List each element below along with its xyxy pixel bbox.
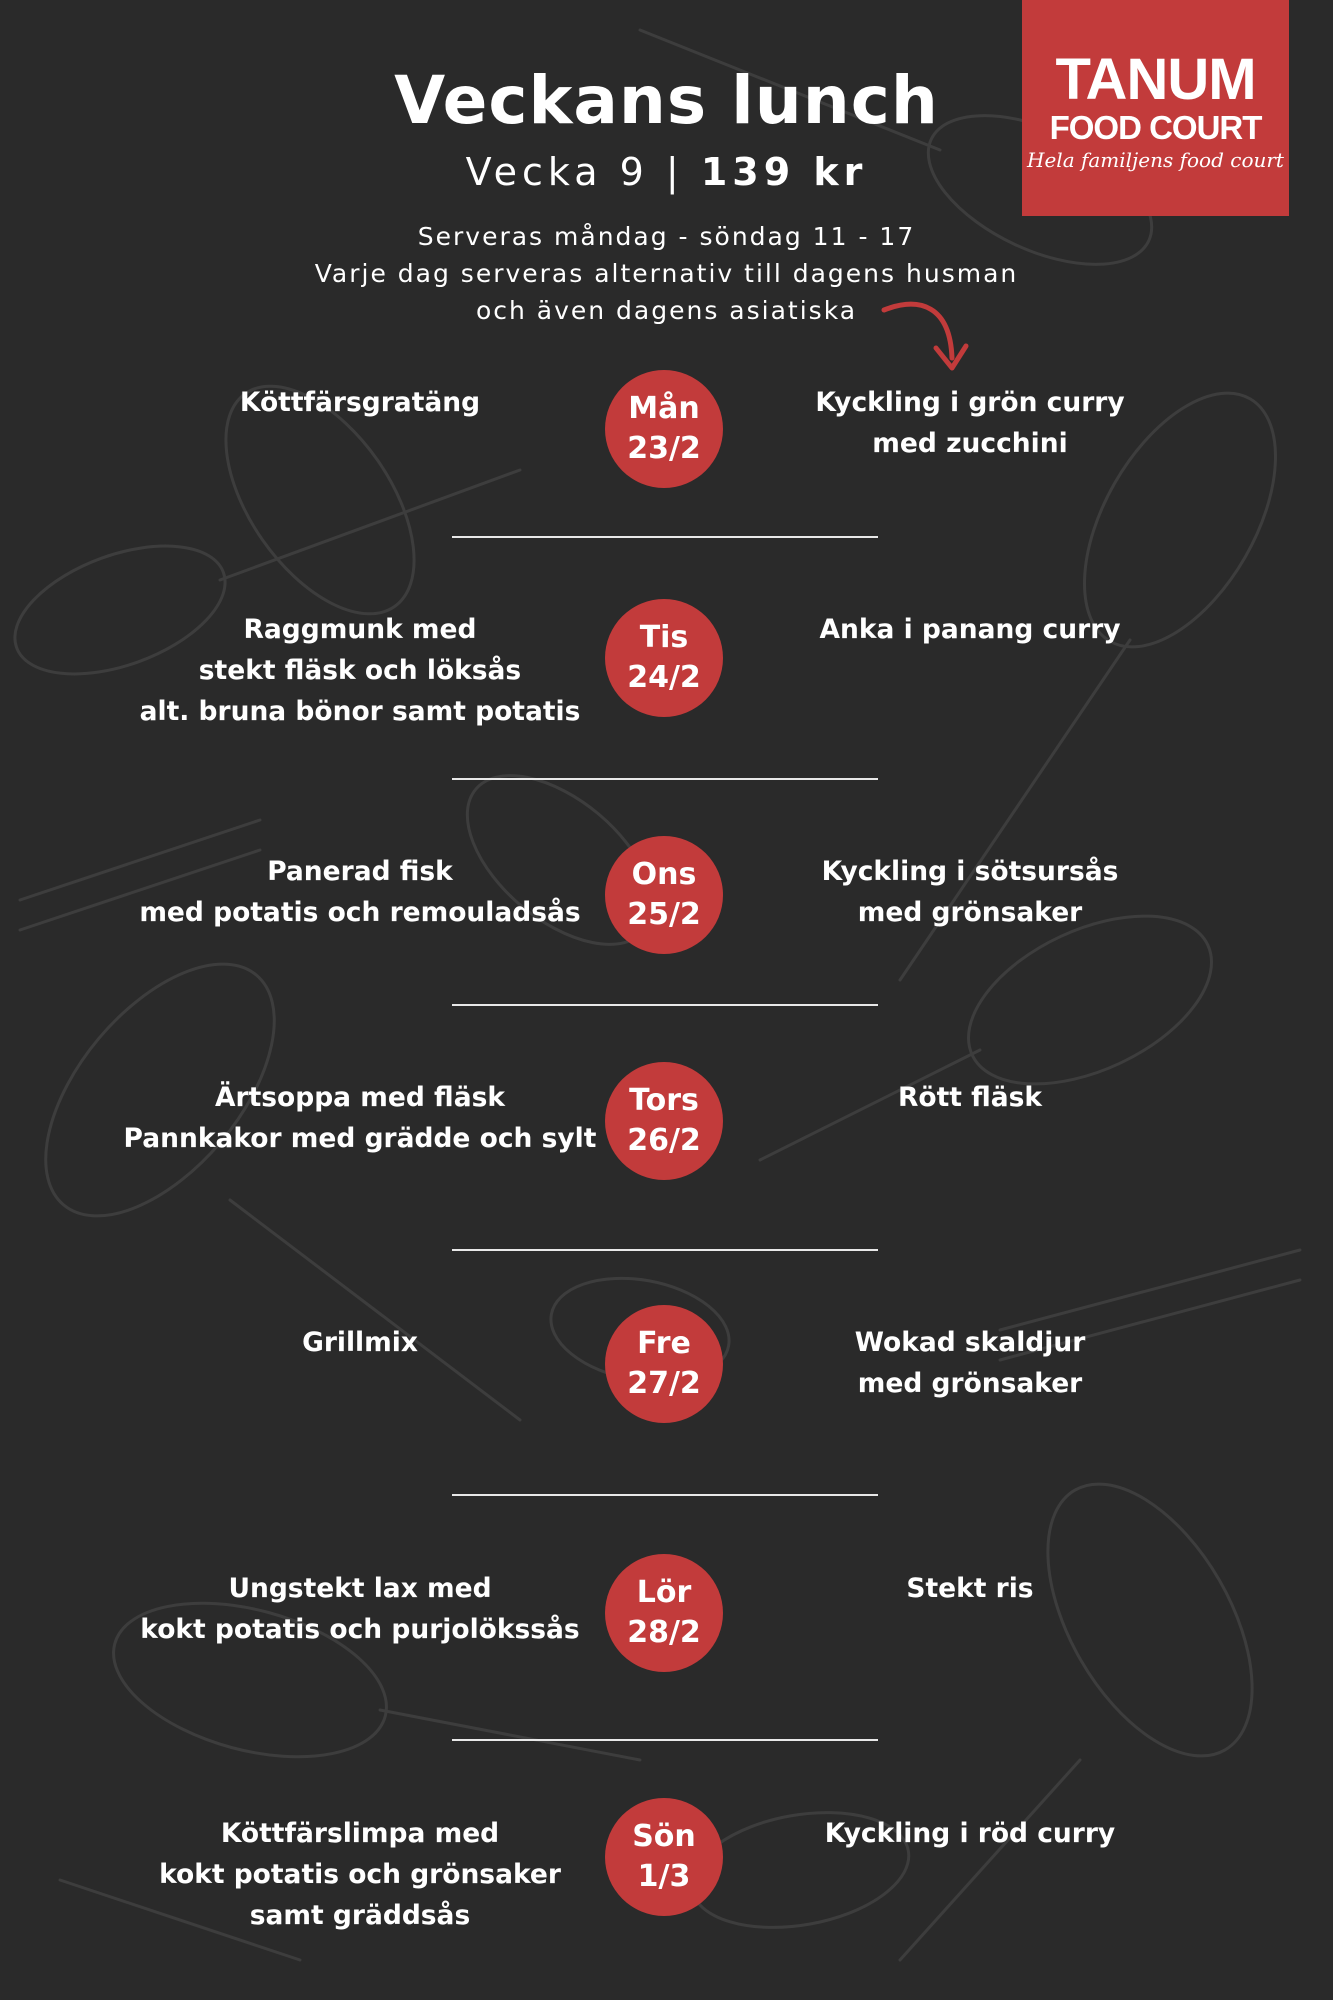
dish-line: alt. bruna bönor samt potatis: [139, 696, 581, 727]
day-badge: [605, 370, 723, 488]
day-date: 25/2: [627, 897, 701, 932]
curved-arrow-icon: [880, 296, 990, 380]
dish-line: med potatis och remouladsås: [139, 897, 581, 928]
dish-line: Ungstekt lax med: [228, 1573, 492, 1604]
day-badge: [605, 1554, 723, 1672]
asian-dish: [770, 1568, 1170, 1609]
asian-dish: [770, 382, 1170, 464]
day-date: 23/2: [627, 431, 701, 466]
logo-tagline: Hela familjens food court: [1027, 148, 1284, 172]
day-name: Sön: [632, 1819, 696, 1854]
dish-line: stekt fläsk och löksås: [198, 655, 522, 686]
day-badge: [605, 1305, 723, 1423]
dish-line: Raggmunk med: [243, 614, 477, 645]
logo-food-court: FOOD COURT: [1049, 109, 1262, 146]
dish-line: Panerad fisk: [267, 856, 453, 887]
day-date: 1/3: [637, 1859, 691, 1894]
day-date: 28/2: [627, 1615, 701, 1650]
divider: [452, 1739, 878, 1741]
divider: [452, 1249, 878, 1251]
dish-line: Rött fläsk: [897, 1082, 1043, 1113]
day-name: Tis: [639, 620, 689, 655]
asian-dish: [770, 1813, 1170, 1854]
asian-dish: [770, 1077, 1170, 1118]
separator: |: [665, 150, 684, 194]
logo-tanum: TANUM: [1055, 47, 1256, 112]
dish-line: Wokad skaldjur: [854, 1327, 1086, 1358]
page-title: Veckans lunch: [394, 62, 939, 139]
husman-dish: [110, 851, 610, 933]
divider: [452, 778, 878, 780]
day-badge: [605, 1062, 723, 1180]
dish-line: Kyckling i röd curry: [824, 1818, 1116, 1849]
dish-line: Kyckling i grön curry: [815, 387, 1125, 418]
asian-dish: [770, 1322, 1170, 1404]
day-badge: [605, 836, 723, 954]
asian-dish: [770, 851, 1170, 933]
info-line: Serveras måndag - söndag 11 - 17: [417, 222, 916, 251]
serving-info: [0, 218, 1333, 329]
dish-line: samt gräddsås: [249, 1900, 471, 1931]
dish-line: Köttfärsgratäng: [239, 387, 481, 418]
dish-line: Stekt ris: [906, 1573, 1034, 1604]
husman-dish: [110, 609, 610, 732]
dish-line: med grönsaker: [857, 1368, 1083, 1399]
day-date: 24/2: [627, 660, 701, 695]
day-name: Fre: [637, 1326, 691, 1361]
dish-line: Anka i panang curry: [819, 614, 1121, 645]
dish-line: Ärtsoppa med fläsk: [215, 1082, 505, 1113]
day-name: Ons: [631, 857, 697, 892]
day-date: 26/2: [627, 1123, 701, 1158]
week-label: Vecka 9: [465, 150, 649, 194]
dish-line: med zucchini: [872, 428, 1068, 459]
day-badge: [605, 1798, 723, 1916]
husman-dish: [110, 1568, 610, 1650]
dish-line: kokt potatis och purjolökssås: [140, 1614, 580, 1645]
info-line: och även dagens asiatiska: [475, 296, 858, 325]
divider: [452, 1494, 878, 1496]
info-line: Varje dag serveras alternativ till dagens husman: [314, 259, 1019, 288]
dish-line: med grönsaker: [857, 897, 1083, 928]
day-name: Tors: [629, 1083, 699, 1118]
asian-dish: [770, 609, 1170, 650]
day-date: 27/2: [627, 1366, 701, 1401]
dish-line: Kyckling i sötsursås: [821, 856, 1119, 887]
tanum-food-court-logo: [1022, 0, 1289, 216]
dish-line: Grillmix: [302, 1327, 418, 1358]
husman-dish: [110, 382, 610, 423]
divider: [452, 536, 878, 538]
day-name: Mån: [628, 391, 700, 426]
dish-line: Köttfärslimpa med: [220, 1818, 500, 1849]
dish-line: kokt potatis och grönsaker: [159, 1859, 561, 1890]
divider: [452, 1004, 878, 1006]
husman-dish: [110, 1322, 610, 1363]
price-label: 139 kr: [700, 150, 868, 194]
day-name: Lör: [636, 1575, 692, 1610]
day-badge: [605, 599, 723, 717]
dish-line: Pannkakor med grädde och sylt: [123, 1123, 597, 1154]
husman-dish: [110, 1077, 610, 1159]
husman-dish: [110, 1813, 610, 1936]
